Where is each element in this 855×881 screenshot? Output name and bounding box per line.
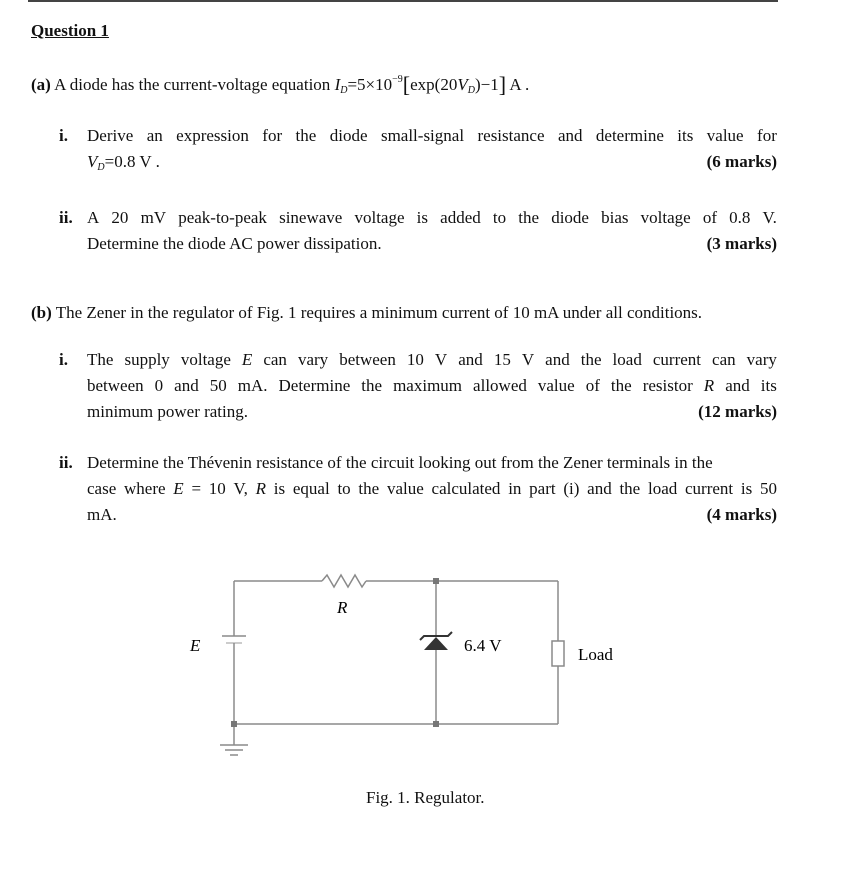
word: the (295, 126, 317, 145)
word: vary (297, 350, 329, 369)
word: 50 (209, 376, 227, 395)
node-bottom (433, 721, 439, 727)
word: mA. (237, 376, 268, 395)
word: 50 (760, 479, 777, 498)
part-a-ii-line2: Determine the diode AC power dissipation. (87, 234, 382, 253)
word: equal (292, 479, 330, 498)
word: supply (124, 350, 170, 369)
word: vary (746, 350, 777, 369)
word: (i) (563, 479, 580, 498)
word: part (529, 479, 556, 498)
part-a-i-number: i. (59, 126, 68, 145)
word: voltage (354, 208, 405, 227)
word: for (262, 126, 283, 145)
word: current (652, 350, 701, 369)
zener-label: 6.4 V (464, 636, 502, 655)
word: peak-to-peak (178, 208, 267, 227)
word: diode (329, 126, 368, 145)
node-top (433, 578, 439, 584)
word: bias (601, 208, 629, 227)
word: and (174, 376, 199, 395)
part-a-intro-text: A diode has the current-voltage equation (54, 75, 331, 94)
word: small-signal (380, 126, 465, 145)
word: where (124, 479, 166, 498)
word: to (337, 479, 351, 498)
word: for (757, 126, 777, 145)
resistor-r (322, 575, 366, 587)
word: value (537, 376, 575, 395)
word: of (585, 376, 600, 395)
word: diode (551, 208, 589, 227)
part-b-i-number: i. (59, 350, 68, 369)
word: V (434, 350, 448, 369)
word: = (191, 479, 202, 498)
word: the (358, 479, 380, 498)
part-b-label: (b) (31, 303, 52, 322)
word: The (87, 350, 114, 369)
word: 15 (493, 350, 511, 369)
node-left-bottom (231, 721, 237, 727)
word: current (685, 479, 734, 498)
resistor-label: R (337, 598, 348, 617)
word: E (173, 479, 184, 498)
word: and (725, 376, 750, 395)
word: determine (595, 126, 664, 145)
word: R (703, 376, 715, 395)
part-b-ii-number: ii. (59, 453, 73, 472)
word: to (492, 208, 507, 227)
part-a-i-line2: $V_D=0.8$ V . (87, 152, 160, 173)
part-b-ii-line3: mA. (87, 505, 117, 524)
word: value (386, 479, 424, 498)
word: the (610, 376, 632, 395)
word: an (146, 126, 163, 145)
word: V (521, 350, 535, 369)
word: and (587, 479, 612, 498)
word: can (263, 350, 287, 369)
word: calculated (431, 479, 501, 498)
word: added (440, 208, 481, 227)
word: can (712, 350, 736, 369)
part-b-intro: (b) The Zener in the regulator of Fig. 1 requires a minimum current of 10 mA under all conditions. (31, 303, 703, 322)
word: 20 (111, 208, 129, 227)
word: expression (176, 126, 249, 145)
word: and (557, 126, 583, 145)
word: A (87, 208, 100, 227)
word: and (458, 350, 483, 369)
word: V. (762, 208, 777, 227)
word: between (339, 350, 396, 369)
word: 0 (154, 376, 164, 395)
word: voltage (180, 350, 231, 369)
diode-equation: $I_D=5\times 10^{-9}[\exp(20V_D)-1]$ A . (334, 72, 530, 97)
word: the (518, 208, 540, 227)
word: case (87, 479, 117, 498)
word: is (416, 208, 429, 227)
word: resistor (642, 376, 693, 395)
load-resistor (552, 641, 564, 666)
word: 10 (406, 350, 424, 369)
word: load (612, 350, 642, 369)
load-label: Load (578, 645, 613, 664)
source-label: E (190, 636, 201, 655)
word: the (619, 479, 641, 498)
word: value (706, 126, 744, 145)
word: its (677, 126, 694, 145)
word: and (545, 350, 570, 369)
part-b-ii-marks: (4 marks) (706, 505, 777, 524)
part-a-ii-number: ii. (59, 208, 73, 227)
figure-caption: Fig. 1. Regulator. (366, 788, 485, 807)
word: Determine (278, 376, 351, 395)
word: 10 (208, 479, 226, 498)
word: mV (140, 208, 167, 227)
word: its (760, 376, 777, 395)
part-b-i-line3: minimum power rating. (87, 402, 249, 421)
word: maximum (393, 376, 463, 395)
word: of (702, 208, 717, 227)
word: E (241, 350, 253, 369)
word: sinewave (279, 208, 343, 227)
word: in (508, 479, 522, 498)
word: V, (233, 479, 248, 498)
word: allowed (473, 376, 527, 395)
word: the (361, 376, 383, 395)
word: voltage (640, 208, 691, 227)
word: is (273, 479, 286, 498)
word: between (87, 376, 144, 395)
word: R (255, 479, 267, 498)
part-a-i-marks: (6 marks) (706, 152, 777, 171)
word: 0.8 (729, 208, 751, 227)
part-b-i-marks: (12 marks) (698, 402, 777, 421)
word: the (580, 350, 602, 369)
word: is (740, 479, 753, 498)
word: resistance (477, 126, 545, 145)
part-a-label: (a) (31, 75, 51, 94)
word: load (647, 479, 678, 498)
question-title: Question 1 (31, 21, 109, 40)
part-b-ii-line1: Determine the Thévenin resistance of the circuit looking out from the Zener terminals in the (87, 453, 713, 472)
zener-diode-triangle (424, 637, 448, 650)
part-a-ii-marks: (3 marks) (706, 234, 777, 253)
word: Derive (87, 126, 134, 145)
